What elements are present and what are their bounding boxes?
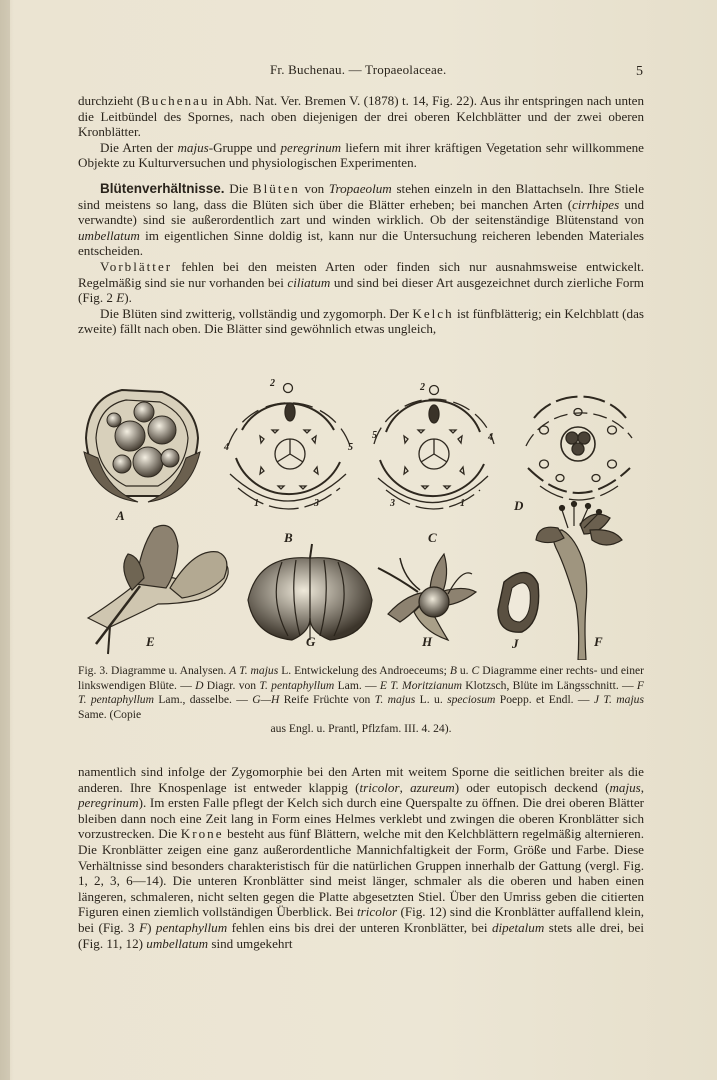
text-run: (Fig. 12) sind die Kronblätter auffallend klein, bei (Fig. 3 [78,904,645,935]
figure-drawings [78,378,644,660]
taxon-name: peregrinum [280,139,342,155]
text-run: ). Im ersten Falle pflegt der Kelch sich durch eine Querspalte zu öffnen. Die drei oberen Blätter bleiben dann noch eine Zeit lang in Form eines Helmes verklebt und zwingen die oberen Kronblätter sich vorzustrecken. Die [78,795,644,842]
caption-source: aus Engl. u. Prantl, Pflzfam. III. 4. 24). [270,722,452,736]
diagram-d-pentaphyllum [526,397,632,500]
caption-run: F T. pentaphyllum [78,678,644,707]
figure-h-fruit [378,554,476,640]
caption-run: B [449,664,457,677]
taxon-name: tricolor [359,779,400,795]
text-run: , [640,779,645,795]
body-text-top [78,93,644,337]
text-run: fehlen bei den meisten Arten oder finden sich nur ausnahmsweise entwickelt. Regelmäßig sind sie nur vorhanden bei [78,258,644,290]
figure-3 [78,378,644,660]
taxon-name: azureum [410,779,455,795]
taxon-name: cirrhipes [572,196,620,212]
figure-caption [78,664,644,737]
figure-ref: F [139,919,148,935]
text-run: in Abh. Nat. Ver. Bremen V. (1878) t. 14, Fig. 22). Aus ihr entspringen nach unten die Leitbündel des Spornes, nach oben diejenigen der drei oberen Kelchblätter und der zwei oberen Kronblätter. [78,93,644,140]
taxon-name: peregrinum [78,795,139,811]
figure-f-pentaphyllum-flower [536,502,622,661]
taxon-name: majus [177,139,209,155]
spaced-term: Krone [180,826,224,842]
caption-run: u. [456,664,472,677]
figure-label-b: B [284,530,293,545]
section-heading: Blütenverhältnisse. [100,180,225,196]
text-run: ist fünfblätterig; ein Kelchblatt (das zweite) fällt nach oben. Die Blätter sind gewöhnlich etwas ungleich, [78,305,644,337]
caption-run: L. Entwickelung des Androeceums; [278,664,450,677]
paragraph-3 [78,181,644,259]
diagram-c-floral-diagram [374,386,494,510]
caption-run: E T. Moritzianum [379,678,462,692]
page-gutter [0,0,10,1080]
diagram-b-floral-diagram [228,384,350,510]
figure-j-seed [498,572,539,632]
numeral-2-c: 2 [420,382,425,393]
numeral-4-c: 4 [488,432,493,443]
caption-run: T. majus [374,693,416,707]
spaced-term: Blüten [252,180,300,196]
text-run: ). [124,290,132,306]
numeral-5-c: 5 [372,430,377,441]
text-run: stehen einzeln in den Blattachseln. Ihre Stiele sind meistens so lang, dass die Blüten sich über die Blätter erheben; bei manchen Arten ( [78,180,645,212]
caption-run: Fig. 3. Diagramme u. Analysen. [78,664,230,677]
taxon-name: dipetalum [491,919,545,935]
taxon-name: tricolor [357,904,398,920]
figure-e-flower-section [88,525,228,654]
numeral-2-b: 2 [270,378,275,389]
caption-run: speciosum [447,693,496,707]
spaced-term: Vorblätter [100,258,173,274]
taxon-name: pentaphyllum [155,919,228,935]
page-number: 5 [636,64,643,79]
caption-run: Poepp. et Endl. — [495,693,594,707]
text-run: Die Arten der [100,139,178,155]
figure-label-c: C [428,530,437,545]
diagram-a-androeceum [84,390,200,502]
caption-run: Diagramme einer rechts- und einer linkswendigen Blüte. — [78,664,645,692]
paragraph-1 [78,93,644,140]
text-run: und sind bei dieser Art ausgezeichnet durch zierliche Form (Fig. 2 [78,274,644,306]
figure-label-a: A [116,508,125,523]
figure-label-g: G [306,634,316,649]
spaced-term: Kelch [412,305,454,321]
caption-run: Same. (Copie [78,707,142,721]
author-name: Buchenau [141,93,210,108]
caption-run: D [195,678,204,692]
caption-run: C [471,664,480,677]
taxon-name: ciliatum [287,274,331,290]
numeral-5-b: 5 [348,442,353,453]
text-run: , [399,779,411,795]
caption-run: J T. majus [593,693,644,707]
caption-run: Klotzsch, Blüte im Längsschnitt. — [461,678,637,692]
caption-run: G—H [252,693,280,707]
caption-run: Lam., dasselbe. — [153,693,253,707]
numeral-3-c: 3 [390,498,395,509]
caption-run: T. pentaphyllum [259,678,335,692]
figure-label-h: H [422,634,433,649]
paragraph-4 [78,259,644,306]
paragraph-6 [78,764,644,951]
numeral-1-b: 1 [254,498,259,509]
text-run: stets alle drei, bei (Fig. 11, 12) [78,919,644,951]
text-run: Die Blüten sind zwitterig, vollständig und zygomorph. Der [100,305,413,321]
text-run: liefern mit ihrer kräftigen Vegetation sehr willkommene Objekte zu Kulturversuchen und physiologischen Experimenten. [78,139,644,171]
figure-g-fruit [248,544,372,640]
caption-run: Lam. — [334,678,380,692]
text-run: von [299,180,329,196]
taxon-name: umbellatum [146,935,209,951]
running-title: Fr. Buchenau. — Tropaeolaceae. [270,62,447,77]
taxon-name: umbellatum [78,227,140,243]
body-text-bottom [78,764,644,951]
text-run: im eigentlichen Sinne doldig ist, kann nur die Untersuchung reicheren lebenden Materiales entscheiden. [78,227,644,259]
text-run: sind umgekehrt [208,935,293,951]
text-run: durchzieht ( [78,93,142,108]
numeral-3-b: 3 [314,498,319,509]
text-run: fehlen eins bis drei der unteren Kronblätter, bei [227,919,492,935]
figure-label-f: F [594,634,603,649]
text-run: ) oder eutopisch deckend ( [454,779,610,795]
page-header [0,62,717,82]
figure-label-j: J [512,636,519,651]
text-run: namentlich sind infolge der Zygomorphie bei den Arten mit weitem Sporne die seitlichen breiter als die anderen. Ihre Knospenlage ist entweder klappig ( [78,764,644,795]
caption-run: Reife Früchte von [279,693,375,707]
caption-text [78,664,644,722]
text-run: ) [147,919,156,935]
figure-label-e: E [146,634,155,649]
figure-label-d: D [514,498,524,513]
text-run: und verwandte) sind sie außerordentlich zart und winden wirklich. Ob der seitenständige Blütenstand von [78,196,644,228]
text-run: besteht aus fünf Blättern, welche mit den Kelchblättern regelmäßig alternieren. Die Kronblätter zeigen eine ganz außerordentliche Mannichfaltigkeit der Form, Größe und Farbe. Diese Verhältnisse sind besonders charakteristisch für die natürlichen Gruppen innerhalb der Gattung (vergl. Fig. 1, 2, 3, 6—14). Die unteren Kronblätter sind meist länger, schmaler als die oberen und haben einen längeren, schmaleren, nicht selten gegen die Platte abgesetzten Stiel. Über den Umriss geben die citierten Figuren einen ziemlich vollständigen Überblick. Bei [78,826,644,920]
paragraph-2 [78,140,644,171]
taxon-name: majus [609,779,641,795]
figure-ref: E [116,290,125,306]
numeral-1-c: 1 [460,498,465,509]
paragraph-5 [78,306,644,337]
text-run: -Gruppe und [208,139,281,155]
numeral-4-b: 4 [224,442,229,453]
text-run: Die [224,180,253,196]
caption-run: L. u. [415,693,448,707]
taxon-name: Tropaeolum [328,180,392,196]
caption-run: A T. majus [229,664,279,677]
caption-run: Diagr. von [203,678,260,692]
